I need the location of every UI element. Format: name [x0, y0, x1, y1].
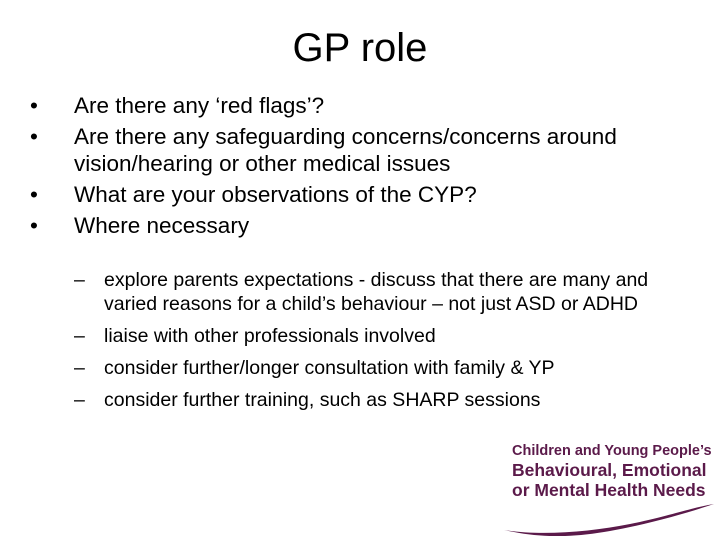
cyp-behavioural-logo	[500, 442, 715, 537]
bullet-text: What are your observations of the CYP?	[74, 182, 477, 207]
bullet-marker: •	[30, 213, 38, 238]
bullet-text: Are there any safeguarding concerns/concerns around vision/hearing or other medical issues	[74, 124, 617, 176]
bullet-marker: •	[30, 124, 38, 149]
logo-line-3: or Mental Health Needs	[512, 480, 706, 500]
bullet-item	[30, 212, 700, 239]
bullet-marker: •	[30, 182, 38, 207]
sub-bullet-list	[74, 268, 684, 420]
sub-bullet-text: explore parents expectations - discuss that there are many and varied reasons for a child’s behaviour – not just ASD or ADHD	[104, 269, 649, 315]
sub-bullet-item	[74, 356, 684, 380]
bullet-list	[30, 92, 700, 243]
bullet-item	[30, 123, 700, 177]
sub-bullet-marker: –	[74, 325, 85, 347]
sub-bullet-text: consider further training, such as SHARP sessions	[104, 389, 541, 411]
logo-line-1: Children and Young People’s	[512, 443, 712, 459]
sub-bullet-text: liaise with other professionals involved	[104, 325, 436, 347]
sub-bullet-marker: –	[74, 357, 85, 379]
bullet-marker: •	[30, 93, 38, 118]
sub-bullet-marker: –	[74, 269, 85, 291]
bullet-text: Are there any ‘red flags’?	[74, 93, 325, 118]
slide-title: GP role	[292, 26, 428, 70]
sub-bullet-item	[74, 324, 684, 348]
swoosh-icon	[500, 502, 715, 536]
sub-bullet-text: consider further/longer consultation with family & YP	[104, 357, 555, 379]
bullet-item	[30, 92, 700, 119]
bullet-item	[30, 181, 700, 208]
logo-text	[512, 442, 712, 500]
sub-bullet-item	[74, 268, 684, 316]
logo-line-2: Behavioural, Emotional	[512, 460, 707, 480]
bullet-text: Where necessary	[74, 213, 250, 238]
sub-bullet-marker: –	[74, 389, 85, 411]
sub-bullet-item	[74, 388, 684, 412]
